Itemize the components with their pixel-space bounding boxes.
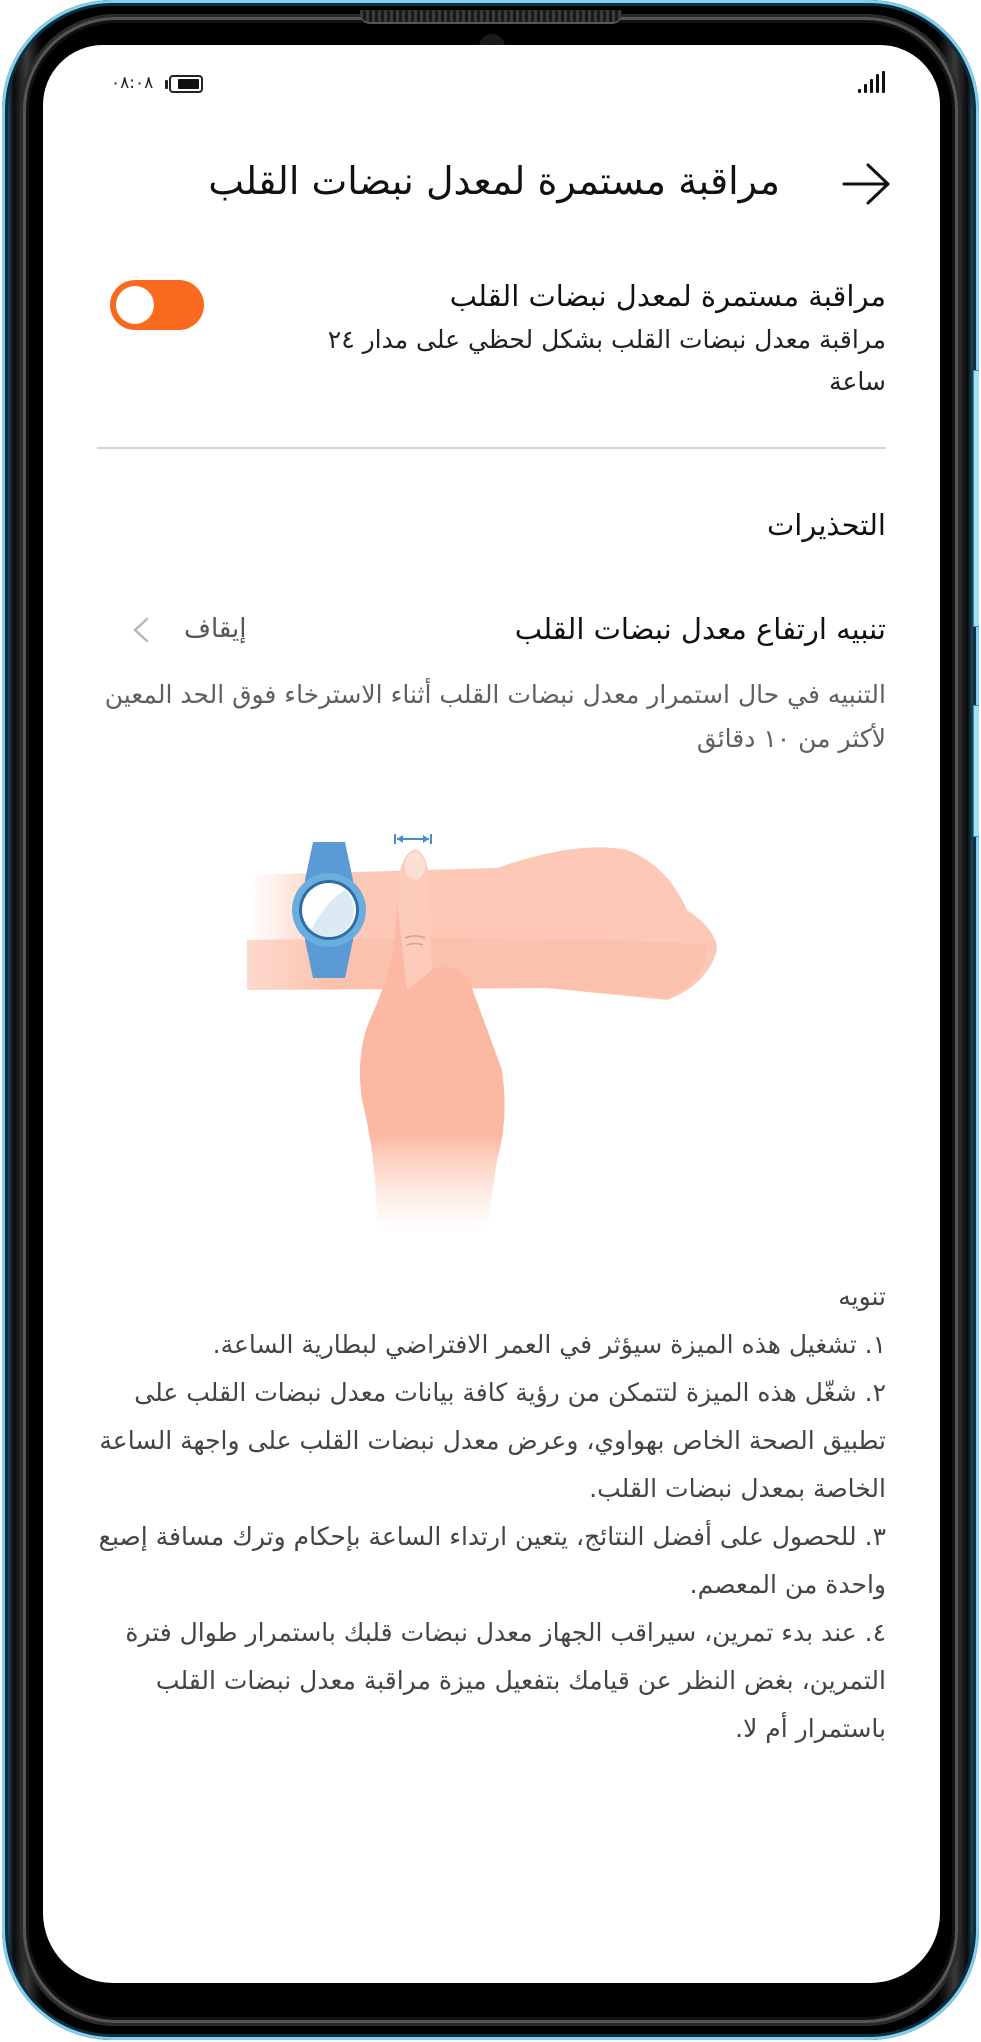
high-heart-rate-alert-value: إيقاف: [184, 614, 247, 644]
earpiece-speaker: [360, 10, 622, 24]
continuous-monitoring-row: [97, 273, 886, 403]
app-bar: [43, 143, 940, 223]
alerts-section-title: التحذيرات: [766, 508, 886, 542]
status-time: ٠٨:٠٨: [111, 73, 154, 93]
continuous-monitoring-toggle[interactable]: [110, 280, 204, 330]
notes-heading: تنويه: [838, 1282, 886, 1311]
battery-icon: [169, 75, 203, 93]
high-heart-rate-alert-label: تنبيه ارتفاع معدل نبضات القلب: [514, 612, 886, 646]
arrow-back-icon: [842, 159, 892, 209]
signal-icon: [858, 71, 884, 93]
back-button[interactable]: [842, 159, 892, 209]
phone-frame: [2, 0, 979, 2040]
status-bar: [43, 63, 940, 103]
page-title: مراقبة مستمرة لمعدل نبضات القلب: [208, 159, 780, 203]
toggle-knob: [116, 286, 154, 324]
high-heart-rate-alert-row[interactable]: [97, 601, 886, 657]
power-button: [973, 705, 979, 837]
note-item: ٣. للحصول على أفضل النتائج، يتعين ارتداء الساعة بإحكام وترك مسافة إصبع واحدة من المعصم.: [98, 1522, 886, 1599]
note-item: ٢. شغّل هذه الميزة لتتمكن من رؤية كافة بيانات معدل نبضات القلب على تطبيق الصحة الخاص بهواوي، وعرض معدل نبضات القلب على واجهة الساعة الخاصة بمعدل نبضات القلب.: [99, 1378, 886, 1503]
volume-button: [973, 370, 979, 627]
watch-wearing-illustration: [247, 820, 739, 1230]
high-heart-rate-alert-description: التنبيه في حال استمرار معدل نبضات القلب أثناء الاسترخاء فوق الحد المعين لأكثر من ١٠ دقائق: [104, 680, 886, 753]
note-item: ١. تشغيل هذه الميزة سيؤثر في العمر الافتراضي لبطارية الساعة.: [212, 1330, 886, 1359]
continuous-monitoring-description: مراقبة معدل نبضات القلب بشكل لحظي على مدار ٢٤ ساعة: [327, 325, 886, 396]
screen: [43, 45, 940, 1983]
measure-arrow-icon: [395, 834, 431, 844]
continuous-monitoring-label: مراقبة مستمرة لمعدل نبضات القلب: [449, 279, 886, 313]
note-item: ٤. عند بدء تمرين، سيراقب الجهاز معدل نبضات قلبك باستمرار طوال فترة التمرين، بغض النظر عن قيامك بتفعيل ميزة مراقبة معدل نبضات القلب باستمرار أم لا.: [125, 1618, 886, 1743]
divider: [97, 447, 886, 449]
chevron-icon: [130, 617, 152, 643]
notes-section: [97, 1273, 886, 1753]
